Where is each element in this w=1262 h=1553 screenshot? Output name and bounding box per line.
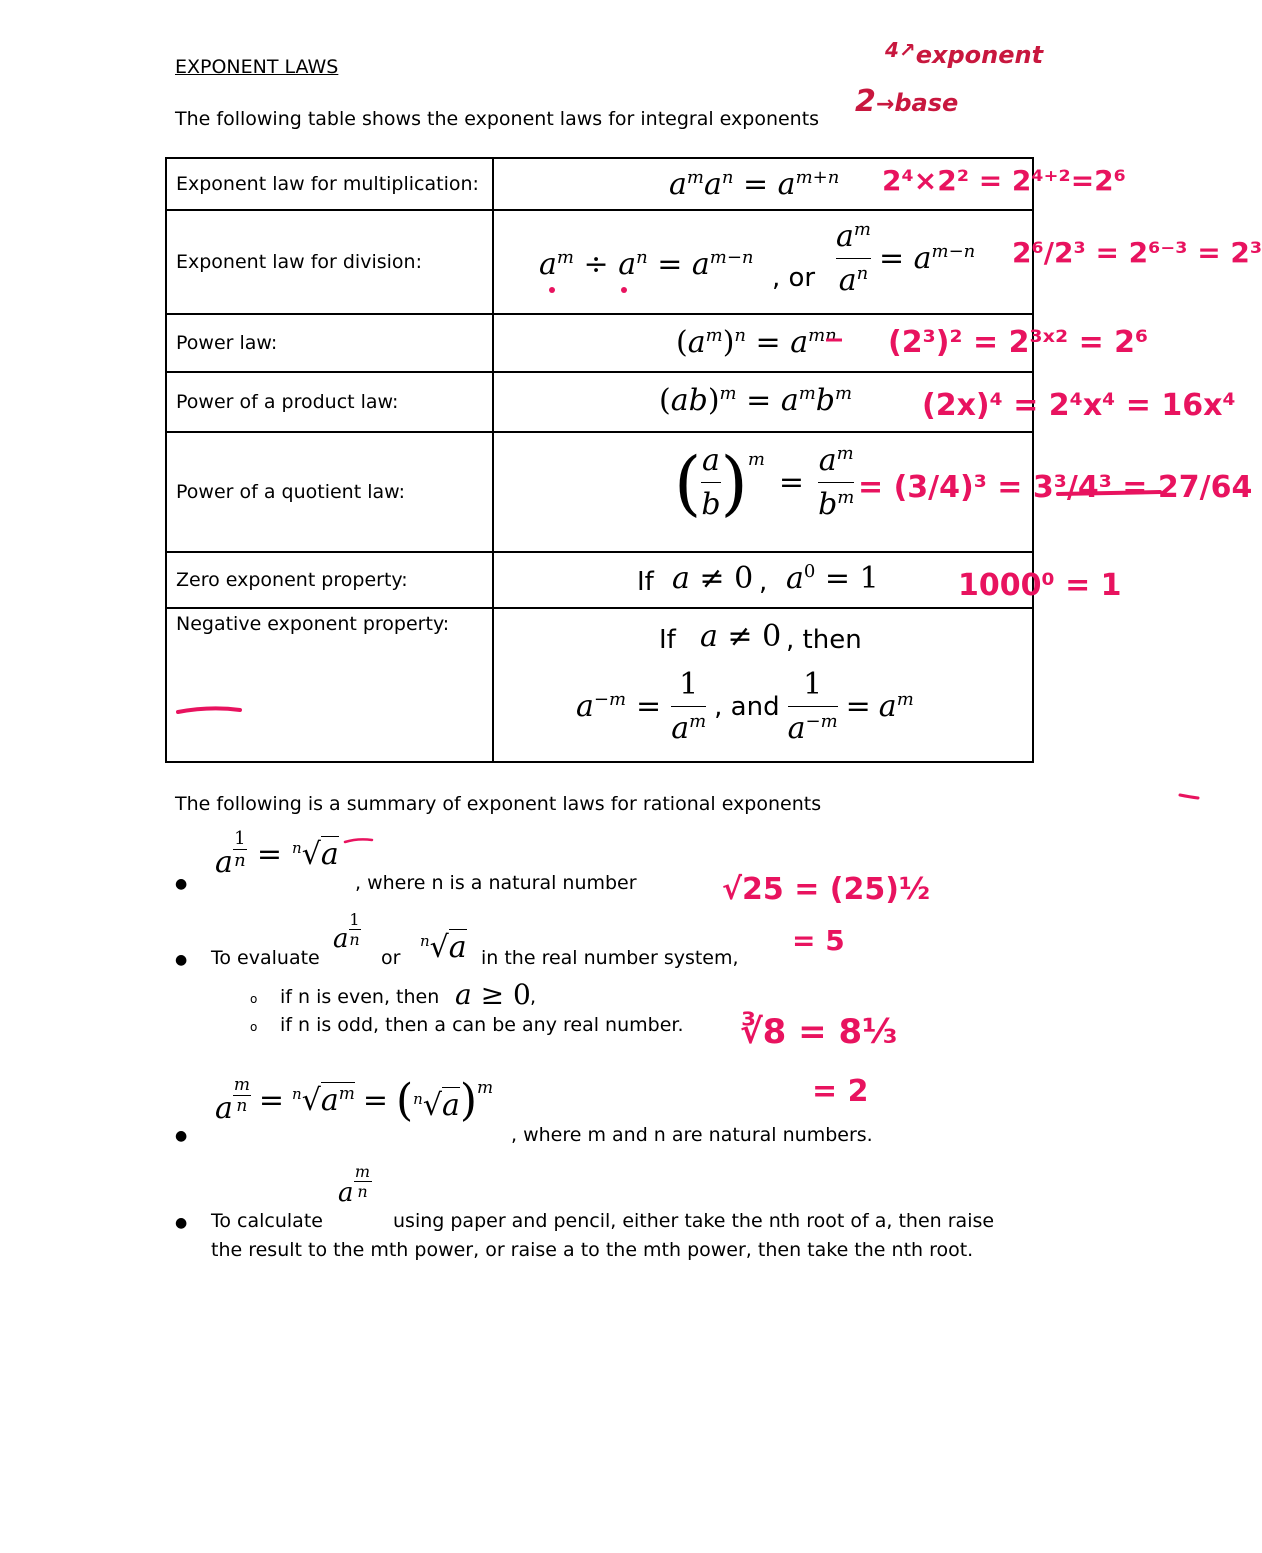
sub-bullet-1-text: if n is even, then: [280, 986, 440, 1008]
table-row: [166, 552, 1033, 608]
summary-intro: The following is a summary of exponent laws for rational exponents: [175, 793, 822, 815]
bullet-icon: ●: [175, 952, 188, 968]
negative-formula: $a^{-m}$ = $\frac{1}{a^m}$ , and $\frac{1}{a^{-m}}$ = $a^m$: [576, 667, 914, 746]
handwritten-exponent: $^{4↗}$exponent: [885, 38, 1044, 69]
quotient-formula: ( $\frac{a}{b}$ ) $^m$ = $\frac{a^m}{b^m}$: [674, 441, 855, 524]
and-text: , and: [714, 691, 780, 722]
handwritten-power-example: (2³)² = 2³ˣ² = 2⁶: [888, 325, 1149, 360]
handwritten-cube-root-example: ∛8 = 8⅓: [740, 1012, 898, 1052]
a-geq-zero: a ≥ 0: [455, 978, 531, 1011]
division-fraction-formula: $\frac{a^m}{a^n}$ = $a^{m-n}$: [836, 219, 976, 298]
sub-bullet-icon: o: [250, 1020, 258, 1034]
a-power-one-over-n: a $^{\frac{1}{n}}$: [333, 910, 360, 954]
handwritten-eq5: = 5: [792, 924, 845, 957]
sub-bullet-1-end: ,: [530, 986, 537, 1008]
bullet-icon: ●: [175, 1215, 188, 1231]
product-formula: $(ab)^m = a^mb^m$: [659, 383, 853, 418]
sub-bullet-icon: o: [250, 992, 258, 1006]
row-label: Exponent law for multiplication:: [166, 158, 493, 210]
division-formula: $a^m \div a^n = a^{m-n}$: [539, 247, 754, 282]
rational-root-formula: a $^{\frac{1}{n}}$ = $^n$√a: [215, 828, 339, 880]
row-label: Power law:: [166, 314, 493, 372]
bullet-2-suffix: in the real number system,: [481, 947, 739, 969]
bullet-4-text: using paper and pencil, either take the nth root of a, then raise: [393, 1210, 995, 1232]
row-label: Power of a quotient law:: [166, 432, 493, 552]
multiplication-formula: $a^ma^n = a^{m+n}$: [669, 167, 840, 202]
bullet-4-line2: the result to the mth power, or raise a to the mth power, then take the nth root.: [211, 1239, 974, 1261]
table-row: [166, 210, 1033, 314]
sub-bullet-2-text: if n is odd, then a can be any real number.: [280, 1014, 684, 1036]
handwritten-quotient-example: = (3/4)³ = 3³/4³ = 27/64: [858, 470, 1253, 505]
or-text: , or: [772, 263, 816, 293]
bullet-4-prefix: To calculate: [211, 1210, 323, 1232]
ink-dash: [1180, 795, 1198, 798]
then-text: , then: [786, 625, 862, 655]
row-label: Exponent law for division:: [166, 210, 493, 314]
formula-cell: [493, 552, 1033, 608]
zero-formula: $a^0 = 1$: [786, 561, 879, 596]
formula-cell: [493, 210, 1033, 314]
if-text: If: [637, 567, 654, 597]
handwritten-multiplication-example: 2⁴×2² = 2⁴⁺²=2⁶: [882, 164, 1126, 197]
handwritten-base: 2→base: [855, 84, 959, 119]
ink-dash: [345, 839, 372, 842]
negative-condition: a ≠ 0: [700, 619, 782, 654]
zero-condition: a ≠ 0: [672, 561, 754, 596]
comma-text: ,: [759, 567, 768, 597]
bullet-1-text: , where n is a natural number: [355, 872, 637, 894]
page-title: EXPONENT LAWS: [175, 56, 339, 78]
row-label: Zero exponent property:: [166, 552, 493, 608]
handwritten-zero-example: 1000⁰ = 1: [958, 568, 1122, 603]
bullet-2-or: or: [381, 947, 401, 969]
handwritten-sqrt25-example: √25 = (25)½: [722, 872, 931, 907]
row-label: Power of a product law:: [166, 372, 493, 432]
table-row: [166, 608, 1033, 762]
bullet-2-prefix: To evaluate: [211, 947, 320, 969]
intro-text: The following table shows the exponent laws for integral exponents: [175, 108, 820, 130]
handwritten-eq2: = 2: [812, 1074, 869, 1109]
handwritten-division-example: 2⁶/2³ = 2⁶⁻³ = 2³: [1012, 236, 1262, 269]
bullet-3-text: , where m and n are natural numbers.: [511, 1124, 873, 1146]
formula-cell: [493, 608, 1033, 762]
bullet-icon: ●: [175, 1128, 188, 1144]
bullet-icon: ●: [175, 876, 188, 892]
power-formula: $(a^m)^n = a^{mn}$: [676, 325, 837, 360]
if-text: If: [659, 625, 676, 655]
handwritten-product-example: (2x)⁴ = 2⁴x⁴ = 16x⁴: [922, 388, 1236, 423]
rational-exponent-formula: a $^{\frac{m}{n}}$ = $^n√a^m$ = $(^n√a)^m$: [215, 1075, 494, 1126]
nth-root-a: $^n$√a: [420, 930, 467, 965]
exponent-laws-table: [165, 157, 1034, 763]
a-power-m-over-n: a $^{\frac{m}{n}}$: [338, 1162, 371, 1208]
table-row: [166, 372, 1033, 432]
row-label: Negative exponent property:: [166, 608, 493, 762]
